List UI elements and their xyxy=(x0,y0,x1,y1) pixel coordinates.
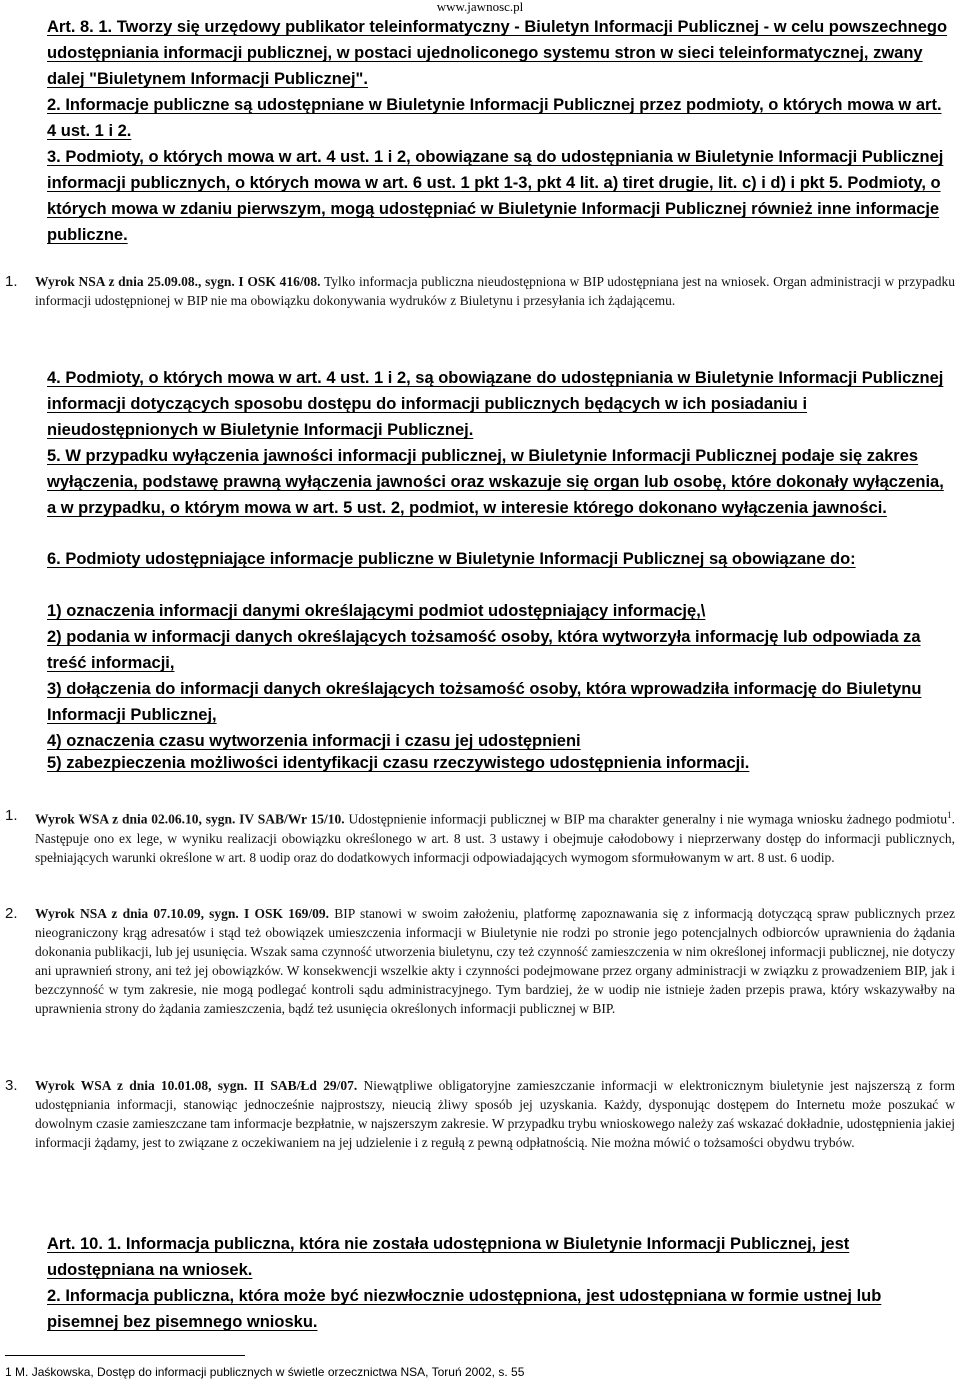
ruling-body xyxy=(5,904,955,1018)
art10-p2 xyxy=(5,1283,955,1335)
ruling-reference: Wyrok WSA z dnia 02.06.10, sygn. IV SAB/Wr 15/10. xyxy=(35,811,345,827)
art8-p4 xyxy=(5,365,955,443)
art8-p4-text: 4. Podmioty, o których mowa w art. 4 ust. 1 i 2, są obowiązane do udostępniania w Biuletynie Informacji Publicznej informacji dotyczących sposobu dostępu do informacji publicznych będących w ich posiadaniu i nieudostępnionych w Biuletynie Informacji Publicznej. xyxy=(47,369,944,439)
art8-p2-text: 2. Informacje publiczne są udostępniane w Biuletynie Informacji Publicznej przez podmioty, o których mowa w art. 4 ust. 1 i 2. xyxy=(47,96,942,140)
ruling-text: Udostępnienie informacji publicznej w BIP ma charakter generalny i nie wymaga wniosku żadnego podmiotu xyxy=(348,811,948,827)
list-item xyxy=(5,624,955,676)
list-item xyxy=(5,676,955,728)
ruling-wsa-29-07 xyxy=(5,1076,955,1152)
art10-p1 xyxy=(5,1231,955,1283)
art8-p6-text: 6. Podmioty udostępniające informacje publiczne w Biuletynie Informacji Publicznej są obowiązane do: xyxy=(47,550,856,568)
ruling-reference: Wyrok NSA z dnia 07.10.09, sygn. I OSK 169/09. xyxy=(35,906,330,921)
list-item-text: 1) oznaczenia informacji danymi określającymi podmiot udostępniający informację,\ xyxy=(47,602,706,620)
list-item xyxy=(5,750,955,776)
footnote-text: M. Jaśkowska, Dostęp do informacji publicznych w świetle orzecznictwa NSA, Toruń 2002, s. 55 xyxy=(15,1365,525,1379)
ruling-wsa-15-10 xyxy=(5,806,955,867)
ruling-number: 2. xyxy=(5,905,18,922)
list-item xyxy=(5,598,955,624)
ruling-reference: Wyrok NSA z dnia 25.09.08., sygn. I OSK 416/08. xyxy=(35,274,321,289)
footnote-number: 1 xyxy=(5,1365,12,1379)
art8-p1-text: Art. 8. 1. Tworzy się urzędowy publikator teleinformatyczny - Biuletyn Informacji Publicznej - w celu powszechnego udostępniania informacji publicznej, w postaci ujednoliconego systemu stron w sieci teleinformatycznej, zwany dalej "Biuletynem Informacji Publicznej". xyxy=(47,18,948,88)
art8-p5 xyxy=(5,443,955,521)
art8-p6 xyxy=(5,546,955,572)
art10-p2-text: 2. Informacja publiczna, która może być niezwłocznie udostępniona, jest udostępniana w formie ustnej lub pisemnej bez pisemnego wniosku. xyxy=(47,1287,882,1331)
list-item-text: 3) dołączenia do informacji danych określających tożsamość osoby, która wprowadziła informację do Biuletynu Informacji Publicznej, xyxy=(47,680,922,724)
ruling-number: 1. xyxy=(5,807,18,824)
footnote-marker[interactable]: 1 xyxy=(947,810,952,820)
art8-p5-text: 5. W przypadku wyłączenia jawności informacji publicznej, w Biuletynie Informacji Publicznej podaje się zakres wyłączenia, podstawę prawną wyłączenia jawności oraz wskazuje się organ lub osobę, które dokonały wyłączenia, a w przypadku, o którym mowa w art. 5 ust. 2, podmiot, w interesie którego dokonano wyłączenia jawności. xyxy=(47,447,944,517)
art8-p3 xyxy=(5,144,955,248)
ruling-number: 1. xyxy=(5,273,18,290)
list-item-text: 4) oznaczenia czasu wytworzenia informacji i czasu jej udostępnieni xyxy=(47,732,581,750)
ruling-text: Tylko informacja publiczna nieudostępniona w BIP udostępniana jest na wniosek. Organ administracji w przypadku informacji udostępnionej w BIP nie ma obowiązku dokonywania wydruków z Biuletynu i przesyłania ich żądającemu. xyxy=(35,274,955,308)
list-item-text: 5) zabezpieczenia możliwości identyfikacji czasu rzeczywistego udostępnienia informacji. xyxy=(47,754,750,772)
ruling-text: BIP stanowi w swoim założeniu, platformę zapoznawania się z informacją dotyczącą spraw publicznych przez nieograniczony krąg adresatów i stąd też obowiązek umieszczenia informacji w Biuletynie nie rodzi po stronie jego potencjalnych odbiorców uprawnienia do żądania dokonania publikacji, lub jej usunięcia. Wszak sama czynność utworzenia biuletynu, czy też czynność zamieszczenia w nim określonej informacji publicznej, nie dotyczy ani uprawnień strony, ani też jej obowiązków. W konsekwencji wszelkie akty i czynności podejmowane przez organy administracji w związku z prowadzeniem BIP, jak i bezczynność w tym zakresie, nie mogą podlegać kontroli sądu administracyjnego. Tym bardziej, że w uodip nie istnieje żaden przepis prawa, który wskazywałby na uprawnienia strony do żądania zamieszczenia, bądź też usunięcia określonych informacji publicznej w BIP. xyxy=(35,906,956,1016)
ruling-reference: Wyrok WSA z dnia 10.01.08, sygn. II SAB/Łd 29/07. xyxy=(35,1078,358,1093)
ruling-body xyxy=(5,1076,955,1152)
ruling-body xyxy=(5,272,955,310)
footnote xyxy=(5,1365,524,1379)
art8-p2 xyxy=(5,92,955,144)
ruling-text: Niewątpliwe obligatoryjne zamieszczanie informacji w elektronicznym biuletynie jest najszerszą z form udostępniania informacji, stanowiąc jednocześnie najprostszy, nieucią żliwy sposób jej uzyskania. Każdy, dysponując dostępem do Internetu może poszukać w dowolnym czasie zamieszczane tam informacje bezpłatnie, w najszerszym zakresie. W przypadku trybu wnioskowego należy zaś wskazać dokładnie, udostępnienia jakiej informacji żądamy, jest to związane z oczekiwaniem na jej udzielenie i z regułą z pewną odpłatnością. Nie można mówić o tożsamości obydwu trybów. xyxy=(35,1078,956,1150)
ruling-nsa-416 xyxy=(5,272,955,310)
ruling-body xyxy=(5,806,955,867)
ruling-nsa-169-09 xyxy=(5,904,955,1018)
art10-p1-text: Art. 10. 1. Informacja publiczna, która nie została udostępniona w Biuletynie Informacji Publicznej, jest udostępniana na wniosek. xyxy=(47,1235,850,1279)
site-header[interactable]: www.jawnosc.pl xyxy=(436,0,524,14)
ruling-number: 3. xyxy=(5,1077,18,1094)
list-item-text: 2) podania w informacji danych określających tożsamość osoby, która wytworzyła informację lub odpowiada za treść informacji, xyxy=(47,628,921,672)
art8-p3-text: 3. Podmioty, o których mowa w art. 4 ust. 1 i 2, obowiązane są do udostępniania w Biuletynie Informacji Publicznej informacji publicznych, o których mowa w art. 6 ust. 1 pkt 1-3, pkt 4 lit. a) tiret drugie, lit. c) i d) i pkt 5. Podmioty, o których mowa w zdaniu pierwszym, mogą udostępniać w Biuletynie Informacji Publicznej również inne informacje publiczne. xyxy=(47,148,944,244)
footnote-divider xyxy=(5,1355,245,1356)
art8-p1 xyxy=(5,14,955,92)
ruling-text-continued: . Następuje ono ex lege, w wyniku realizacji obowiązku określonego w art. 8 ust. 3 ustawy i obejmuje całodobowy i nieprzerwany dostęp do informacji publicznych, spełniających warunki określone w art. 8 uodip oraz do dodatkowych informacji odpowiadających wymogom sformułowanym w art. 8 ust. 6 uodip. xyxy=(35,811,955,865)
